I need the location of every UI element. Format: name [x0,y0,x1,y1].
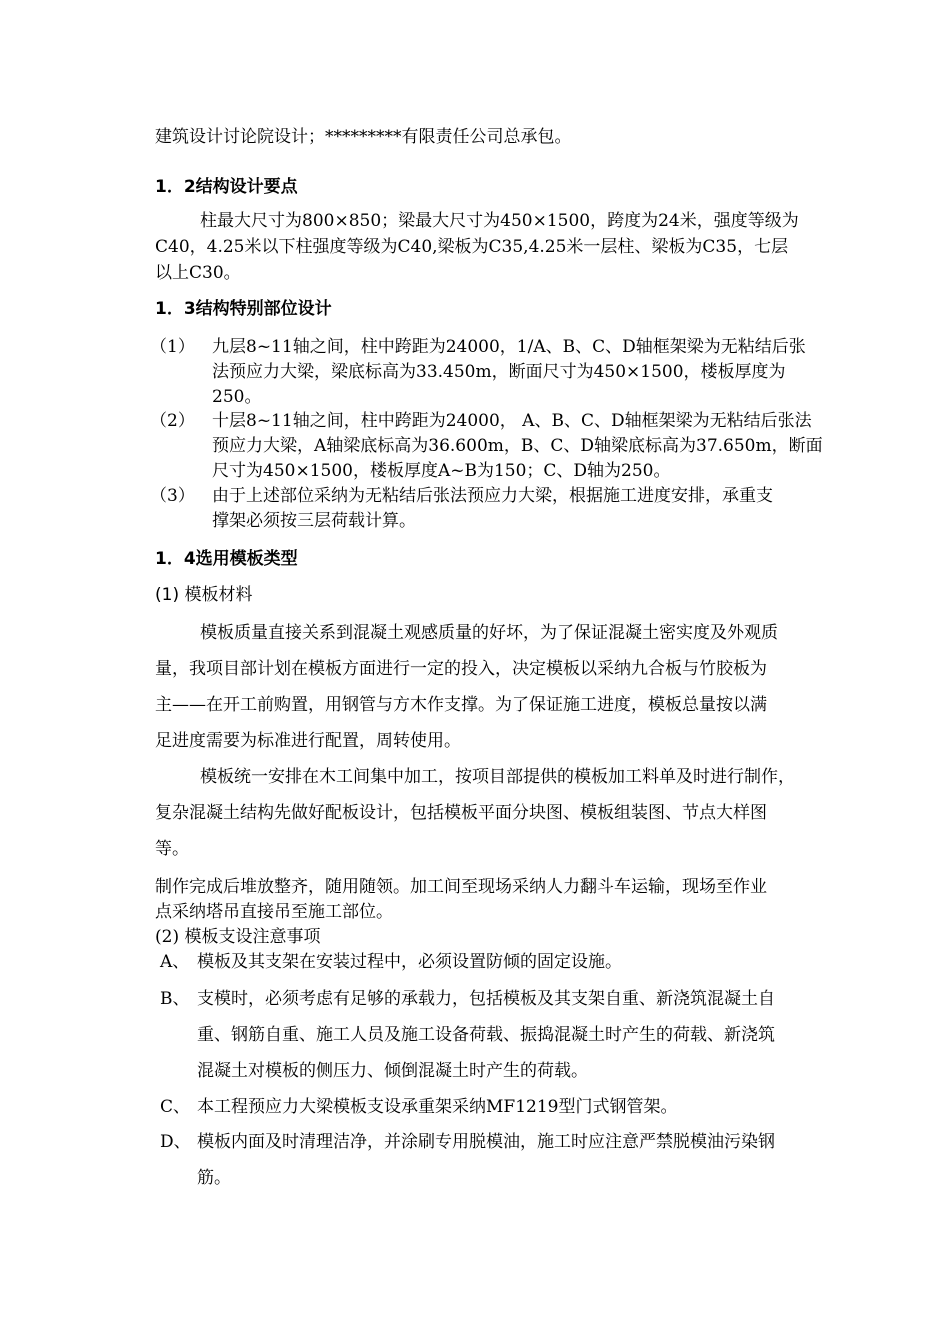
list-item-line: 预应力大梁，A轴梁底标高为36.600m，B、C、D轴梁底标高为37.650m，断面 [212,436,823,456]
paragraph-line: 模板统一安排在木工间集中加工，按项目部提供的模板加工料单及时进行制作， [200,767,795,787]
list-item-line: 250。 [212,387,262,407]
note-line: 筋。 [197,1168,231,1188]
note-line: 模板内面及时清理洁净，并涂刷专用脱模油，施工时应注意严禁脱模油污染钢 [197,1132,775,1152]
paragraph-line: 复杂混凝土结构先做好配板设计，包括模板平面分块图、模板组装图、节点大样图 [155,803,767,823]
paragraph-line: C40，4.25米以下柱强度等级为C40,梁板为C35,4.25米一层柱、梁板为C35，七层 [155,237,789,257]
list-item-line: 尺寸为450×1500，楼板厚度A~B为150；C、D轴为250。 [212,461,671,481]
note-marker: C、 [160,1097,191,1117]
list-item-line: 九层8~11轴之间，柱中跨距为24000，1/A、B、C、D轴框架梁为无粘结后张 [212,337,806,357]
section-heading-1-4: 1．4选用模板类型 [155,549,298,569]
list-marker: （3） [150,486,195,506]
paragraph-line: 模板质量直接关系到混凝土观感质量的好坏，为了保证混凝土密实度及外观质 [200,623,778,643]
paragraph-line: 足进度需要为标准进行配置，周转使用。 [155,731,461,751]
list-item-line: 由于上述部位采纳为无粘结后张法预应力大梁，根据施工进度安排，承重支 [212,486,773,506]
list-marker: （2） [150,411,195,431]
note-marker: A、 [160,952,190,972]
list-item-line: 十层8~11轴之间，柱中跨距为24000， A、B、C、D轴框架梁为无粘结后张法 [212,411,812,431]
section-heading-1-3: 1．3结构特别部位设计 [155,299,332,319]
note-line: 本工程预应力大梁模板支设承重架采纳MF1219型门式钢管架。 [197,1097,678,1117]
subheading-notes: (2) 模板支设注意事项 [155,927,321,947]
note-line: 模板及其支架在安装过程中，必须设置防倾的固定设施。 [197,952,622,972]
list-item-line: 法预应力大梁，梁底标高为33.450m，断面尺寸为450×1500，楼板厚度为 [212,362,786,382]
intro-line: 建筑设计讨论院设计；*********有限责任公司总承包。 [155,127,572,147]
list-item-line: 撑架必须按三层荷载计算。 [212,511,416,531]
note-line: 混凝土对模板的侧压力、倾倒混凝土时产生的荷载。 [197,1061,588,1081]
paragraph-line: 主——在开工前购置，用钢管与方木作支撑。为了保证施工进度，模板总量按以满 [155,695,767,715]
list-marker: （1） [150,337,195,357]
note-line: 支模时，必须考虑有足够的承载力，包括模板及其支架自重、新浇筑混凝土自 [197,989,775,1009]
paragraph-line: 以上C30。 [155,263,241,283]
paragraph-line: 柱最大尺寸为800×850；梁最大尺寸为450×1500，跨度为24米，强度等级为 [200,211,799,231]
section-heading-1-2: 1．2结构设计要点 [155,177,298,197]
note-line: 重、钢筋自重、施工人员及施工设备荷载、振捣混凝土时产生的荷载、新浇筑 [197,1025,775,1045]
paragraph-line: 点采纳塔吊直接吊至施工部位。 [155,902,393,922]
paragraph-line: 制作完成后堆放整齐，随用随领。加工间至现场采纳人力翻斗车运输，现场至作业 [155,877,767,897]
subheading-materials: (1) 模板材料 [155,585,253,605]
paragraph-line: 等。 [155,839,189,859]
paragraph-line: 量，我项目部计划在模板方面进行一定的投入，决定模板以采纳九合板与竹胶板为 [155,659,767,679]
note-marker: B、 [160,989,190,1009]
note-marker: D、 [160,1132,191,1152]
